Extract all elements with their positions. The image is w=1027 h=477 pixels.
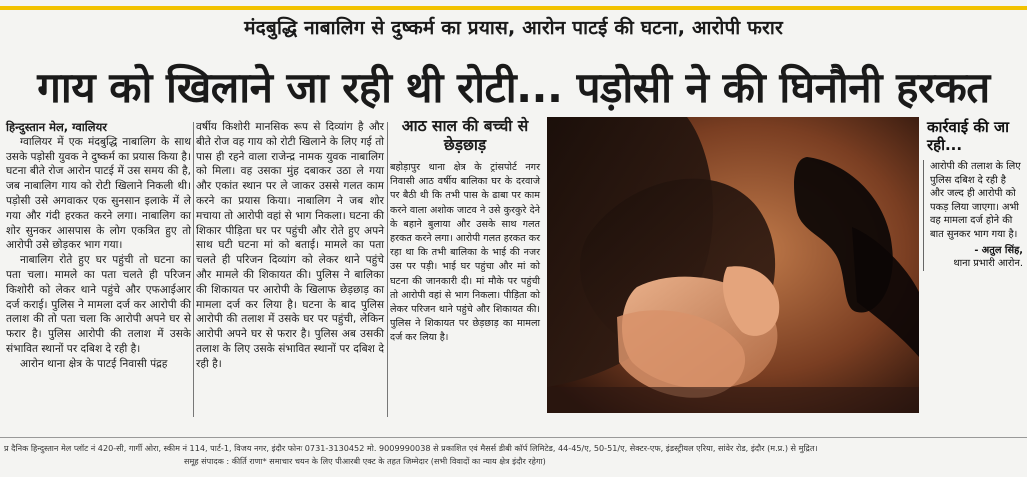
paragraph: वर्षीय किशोरी मानसिक रूप से दिव्यांग है और बीते रोज वह गाय को रोटी खिलाने के लिए गई तो पास ही रहने वाला राजेन्द्र नामक युवक नाबालिग को मिला। वह उसका मुंह दबाकर उठा ले गया और एकांत स्थान पर ले जाकर उससे गलत काम करने का प्रयास किया। नाबालिग ने जब शोर मचाया तो आरोपी वहां से भाग निकला। घटना की शिकार पीड़िता घर पर पहुंची और रोते हुए अपने साथ घटी घटना मां को बताई। मामले का पता चलते ही परिजन दिव्यांग को लेकर थाने पहुंचे और मामले की शिकायत की। पुलिस ने बालिका की शिकायत पर आरोपी के खिलाफ छेड़छाड़ का मामला दर्ज कर लिया है। घटना के बाद पुलिस आरोपी की तलाश में उसके घर पर पहुंची, लेकिन आरोपी अपने घर से फरार है। पुलिस अब उसकी तलाश के लिए उसके संभावित स्थानों पर दबिश दे रही है।: [196, 121, 384, 370]
kicker-headline: मंदबुद्धि नाबालिग से दुष्कर्म का प्रयास, आरोन पाटई की घटना, आरोपी फरार: [244, 17, 783, 39]
paragraph: आरोन थाना क्षेत्र के पाटई निवासी पंद्रह: [20, 357, 168, 370]
illustration-photo: [547, 117, 919, 413]
statement-author: - अतुल सिंह,: [974, 244, 1023, 256]
paragraph: नाबालिग रोते हुए घर पहुंची तो घटना का पता चला। मामले का पता चलते ही परिजन किशोरी को लेकर थाने पहुंचे और एफआईआर दर्ज कराई। पुलिस ने मामला दर्ज कर आरोपी की तलाश की तो पता चला कि आरोपी अपने घर से फरार है। पुलिस आरोपी की तलाश में उसके संभावित स्थानों पर दबिश दे रही है।: [6, 254, 191, 355]
top-accent-bar: [0, 6, 1027, 10]
side-story: [390, 117, 540, 346]
column-divider: [387, 122, 388, 417]
statement-body: आरोपी की तलाश के लिए पुलिस दबिश दे रही है और जल्द ही आरोपी को पकड़ लिया जाएगा। अभी वह मामला दर्ज होने की बात सुनकर भाग गया है।: [930, 161, 1021, 240]
statement-author-role: थाना प्रभारी आरोन.: [953, 258, 1023, 270]
paragraph: ग्वालियर में एक मंदबुद्धि नाबालिग के साथ उसके पड़ोसी युवक ने दुष्कर्म का प्रयास किया है। घटना बीते रोज आरोन पाटई में उस समय की है, जब नाबालिग गाय को रोटी खिलाने निकली थी। पड़ोसी उसे अगवाकर एक सुनसान इलाके में ले गया और गंदी हरकत करने लगा। नाबालिग का शोर सुनकर आसपास के लोग एकत्रित हुए तो आरोपी उसे छोड़कर भाग गया।: [6, 135, 191, 252]
column-divider: [193, 122, 194, 417]
imprint-footer: [0, 437, 1027, 477]
side-story-title: आठ साल की बच्ची से छेड़छाड़: [401, 117, 529, 154]
article-column-2: [196, 120, 384, 372]
statement-title: कार्रवाई की जा रही...: [927, 118, 1009, 154]
imprint-line-2: समूह संपादक : कीर्ति राणा* समाचार चयन के लिए पीआरबी एक्ट के तहत जिम्मेदार (सभी विवादों का न्याय क्षेत्र इंदौर रहेगा): [184, 456, 546, 466]
imprint-line-1: प्र दैनिक हिन्दुस्तान मेल प्लॉट नं 420-सी, गार्गी ओरा, स्कीम नं 114, पार्ट-1, विजय नगर, इंदौर फोनः 0731-3130452 मो. 9009990038 से प्रकाशित एवं मैसर्स डीबी कॉर्प लिमिटेड, 44-45/ए, 50-51/ए, सेक्टर-एफ, इंडस्ट्रीयल एरिया, सांवेर रोड, इंदौर (म.प्र.) से मुद्रित।: [4, 443, 818, 453]
statement-body-wrap: [923, 160, 1023, 271]
byline: हिन्दुस्तान मेल, ग्वालियर: [6, 120, 107, 134]
article-column-1: [6, 120, 191, 372]
main-headline: गाय को खिलाने जा रही थी रोटी... पड़ोसी ने की घिनौनी हरकत: [37, 63, 990, 112]
side-story-body: बहोड़ापुर थाना क्षेत्र के ट्रांसपोर्ट नगर निवासी आठ वर्षीय बालिका घर के दरवाजे पर बैठी थी कि तभी पास के ढाबा पर काम करने वाला अशोक जाटव ने उसे कुरकुरे देने के बहाने बुलाया और उसके साथ गलत हरकत करने लगा। आरोपी गलत हरकत कर रहा था कि तभी बालिका के भाई की नजर उस पर पड़ी। भाई घर पहुंचा और मां को घटना की जानकारी दी। मां मौके पर पहुंची तो आरोपी वहां से भाग निकला। पीड़िता को लेकर परिजन थाने पहुंचे और शिकायत की। पुलिस ने शिकायत पर छेड़छाड़ का मामला दर्ज कर लिया है।: [390, 162, 540, 344]
police-statement-box: [923, 118, 1023, 271]
